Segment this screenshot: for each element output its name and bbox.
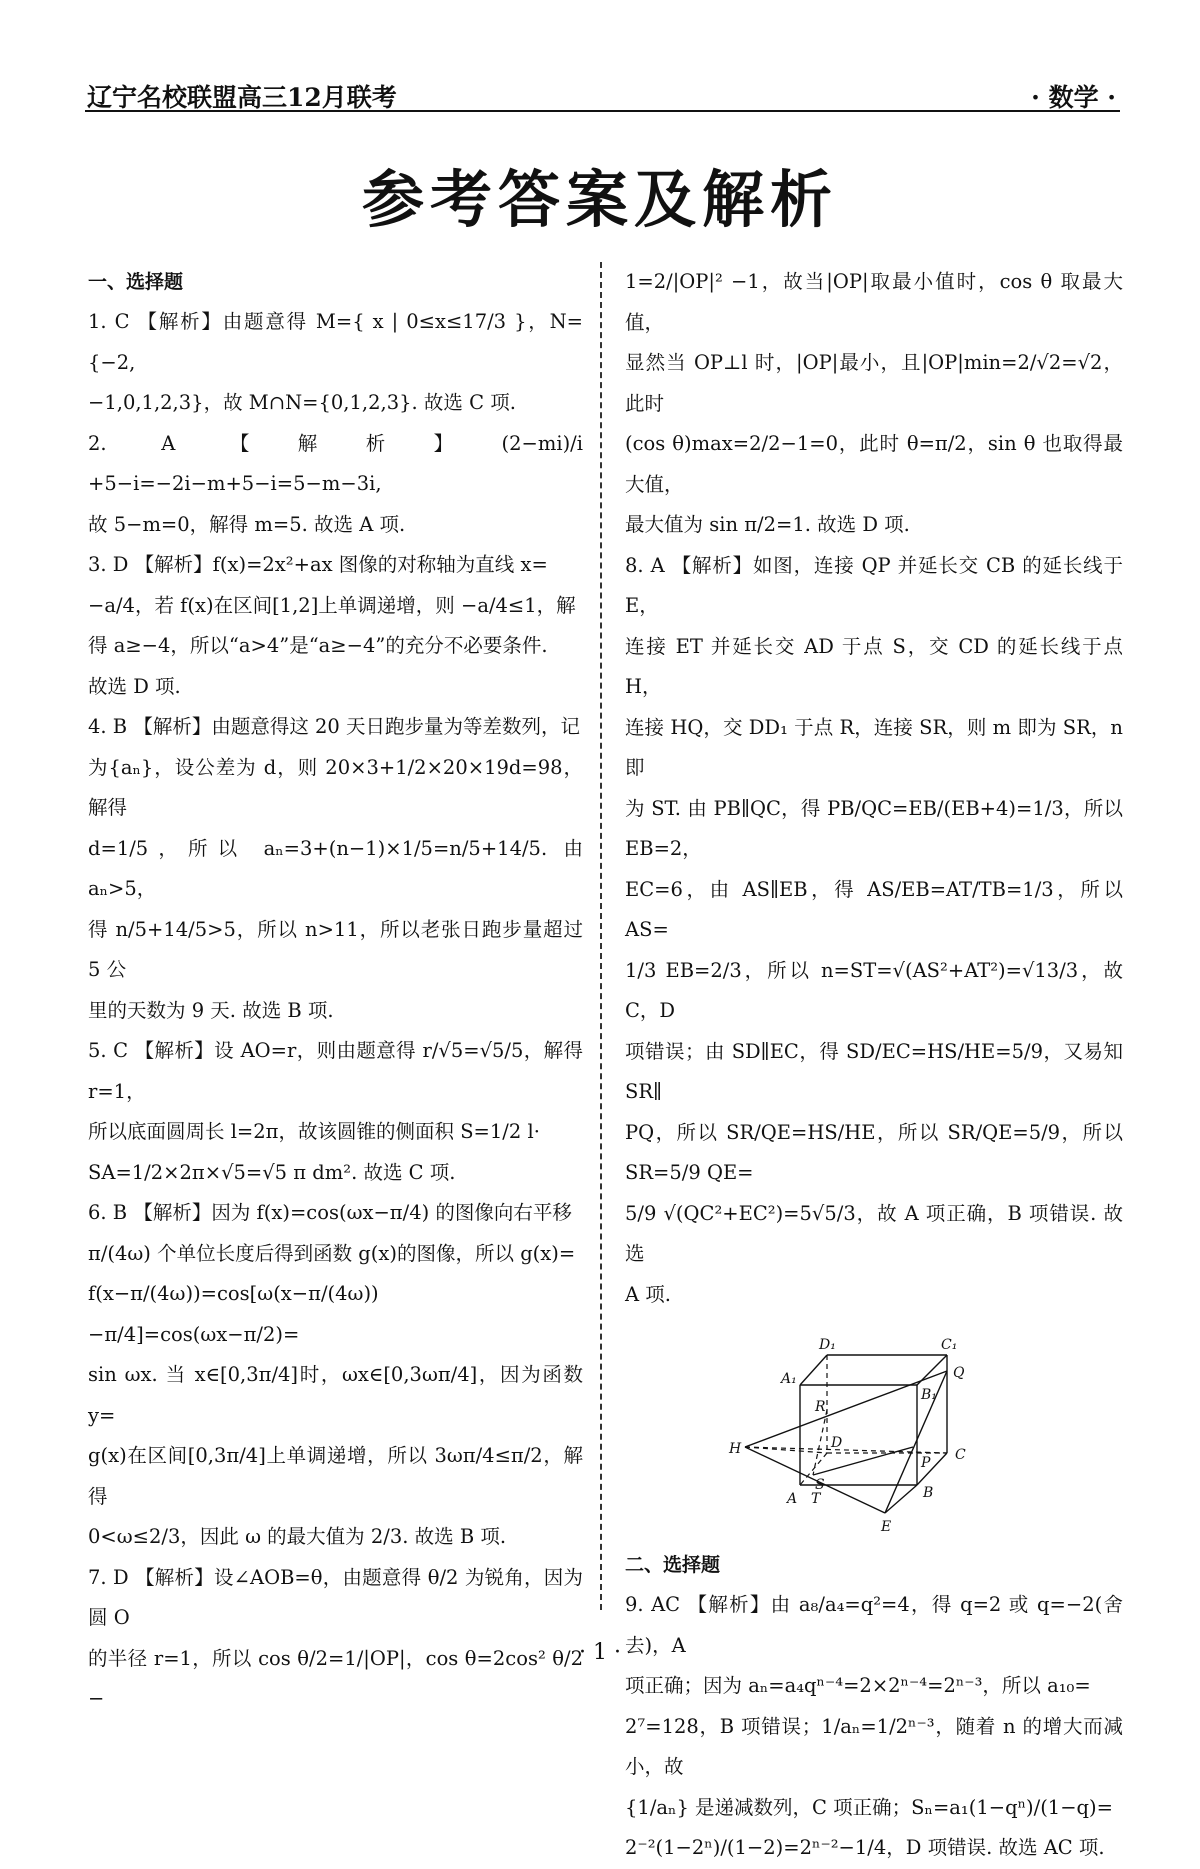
answers-right [625,262,1123,1315]
answer-line: SA=1/2×2π×√5=√5 π dm². 故选 C 项. [88,1160,456,1184]
answer-line: g(x)在区间[0,3π/4]上单调递增，所以 3ωπ/4≤π/2，解得 [88,1444,583,1508]
label-D1: D₁ [819,1337,836,1353]
cube-diagram [625,1335,1123,1545]
answer-line: 5. C 【解析】设 AO=r，则由题意得 r/√5=√5/5，解得 r=1， [88,1039,583,1103]
answer-line: 2⁻²(1−2ⁿ)/(1−2)=2ⁿ⁻²−1/4，D 项错误. 故选 AC 项. [625,1836,1105,1859]
answer-line: 3. D 【解析】f(x)=2x²+ax 图像的对称轴为直线 x= [88,553,548,576]
label-P: P [921,1455,931,1471]
label-B: B [923,1485,934,1501]
page-number: · 1 · [579,1640,621,1665]
answer-line: 故选 D 项. [88,674,181,698]
answer-line: {1/aₙ} 是递减数列，C 项正确；Sₙ=a₁(1−qⁿ)/(1−q)= [625,1795,1113,1819]
answer-line: 1=2/|OP|² −1，故当|OP|取最小值时，cos θ 取最大值， [625,270,1123,334]
label-T: T [811,1491,821,1507]
label-B1: B₁ [921,1387,937,1403]
label-C: C [955,1447,966,1463]
label-S: S [815,1477,825,1493]
label-R: R [815,1399,826,1415]
exam-name: 辽宁名校联盟高三12月联考 [87,83,397,112]
label-Q: Q [953,1365,965,1381]
section-heading-multi: 二、选择题 [625,1554,721,1576]
answer-line: 所以底面圆周长 l=2π，故该圆锥的侧面积 S=1/2 l· [88,1120,540,1143]
page-title: 参考答案及解析 [361,163,838,236]
label-A1: A₁ [781,1371,797,1387]
answer-line: 1. C 【解析】由题意得 M={ x | 0≤x≤17/3 }，N={−2, [88,310,583,374]
column-divider [600,262,602,1610]
page-header [85,72,1120,112]
answers-left [88,302,583,1720]
answer-line: 4. B 【解析】由题意得这 20 天日跑步量为等差数列，记 [88,715,581,738]
answer-line: 的半径 r=1，所以 cos θ/2=1/|OP|，cos θ=2cos² θ/2 − [88,1646,583,1710]
answer-line: 9. AC 【解析】由 a₈/a₄=q²=4，得 q=2 或 q=−2(舍去)，A [625,1593,1123,1657]
left-column [88,262,583,1720]
answer-line: 连接 ET 并延长交 AD 于点 S，交 CD 的延长线于点 H， [625,634,1123,698]
answer-line: 6. B 【解析】因为 f(x)=cos(ωx−π/4) 的图像向右平移 [88,1201,572,1224]
answer-line: 5/9 √(QC²+EC²)=5√5/3，故 A 项正确，B 项错误. 故选 [625,1201,1123,1265]
answer-line: A 项. [625,1282,671,1306]
answer-line: π/(4ω) 个单位长度后得到函数 g(x)的图像，所以 g(x)= [88,1241,576,1265]
answer-line: 项错误；由 SD∥EC，得 SD/EC=HS/HE=5/9，又易知 SR∥ [625,1039,1123,1103]
subject-label: · 数学 · [1031,83,1116,112]
answer-line: 连接 HQ，交 DD₁ 于点 R，连接 SR，则 m 即为 SR，n 即 [625,715,1123,779]
answer-line: −a/4，若 f(x)在区间[1,2]上单调递增，则 −a/4≤1，解 [88,593,576,617]
label-C1: C₁ [941,1337,958,1353]
answer-line: 2⁷=128，B 项错误；1/aₙ=1/2ⁿ⁻³，随着 n 的增大而减小，故 [625,1714,1123,1778]
answer-line: 7. D 【解析】设∠AOB=θ，由题意得 θ/2 为锐角，因为圆 O [88,1565,583,1629]
answer-line: d=1/5，所以 aₙ=3+(n−1)×1/5=n/5+14/5. 由 aₙ>5， [88,836,583,900]
answer-line: −1,0,1,2,3}，故 M∩N={0,1,2,3}. 故选 C 项. [88,391,516,414]
answer-line: (cos θ)max=2/2−1=0，此时 θ=π/2，sin θ 也取得最大值， [625,432,1123,496]
answer-line: 2. A 【解析】(2−mi)/i +5−i=−2i−m+5−i=5−m−3i, [88,431,583,495]
answer-line: f(x−π/(4ω))=cos[ω(x−π/(4ω))−π/4]=cos(ωx−π/2)= [88,1282,379,1346]
label-H: H [729,1441,742,1457]
answer-line: 得 a≥−4，所以“a>4”是“a≥−4”的充分不必要条件. [88,634,548,657]
answer-line: EC=6，由 AS∥EB，得 AS/EB=AT/TB=1/3，所以 AS= [625,877,1123,941]
answer-line: 得 n/5+14/5>5，所以 n>11，所以老张日跑步量超过 5 公 [88,917,583,981]
answer-line: 故 5−m=0，解得 m=5. 故选 A 项. [88,512,406,536]
answer-line: 为{aₙ}，设公差为 d，则 20×3+1/2×20×19d=98，解得 [88,755,583,819]
answer-line: 里的天数为 9 天. 故选 B 项. [88,998,334,1022]
answer-line: 项正确；因为 aₙ=a₄qⁿ⁻⁴=2×2ⁿ⁻⁴=2ⁿ⁻³，所以 a₁₀= [625,1674,1091,1697]
answers-right-2 [625,1585,1123,1869]
label-A: A [787,1491,798,1507]
label-D: D [831,1435,843,1451]
right-column [625,262,1123,1869]
label-E: E [881,1519,892,1535]
answer-line: 最大值为 sin π/2=1. 故选 D 项. [625,513,910,536]
answer-line: 为 ST. 由 PB∥QC，得 PB/QC=EB/(EB+4)=1/3，所以 EB=2， [625,796,1123,860]
answer-line: 显然当 OP⊥l 时，|OP|最小，且|OP|min=2/√2=√2，此时 [625,351,1123,415]
answer-line: 8. A 【解析】如图，连接 QP 并延长交 CB 的延长线于 E， [625,553,1123,617]
section-heading-choice: 一、选择题 [88,271,184,293]
cube-figure [729,1335,1015,1535]
answer-line: sin ωx. 当 x∈[0,3π/4]时，ωx∈[0,3ωπ/4]，因为函数 y= [88,1363,583,1427]
answer-line: 1/3 EB=2/3，所以 n=ST=√(AS²+AT²)=√13/3，故 C，D [625,958,1123,1022]
answer-line: 0<ω≤2/3，因此 ω 的最大值为 2/3. 故选 B 项. [88,1525,507,1548]
answer-line: PQ，所以 SR/QE=HS/HE，所以 SR/QE=5/9，所以 SR=5/9 QE= [625,1120,1123,1184]
